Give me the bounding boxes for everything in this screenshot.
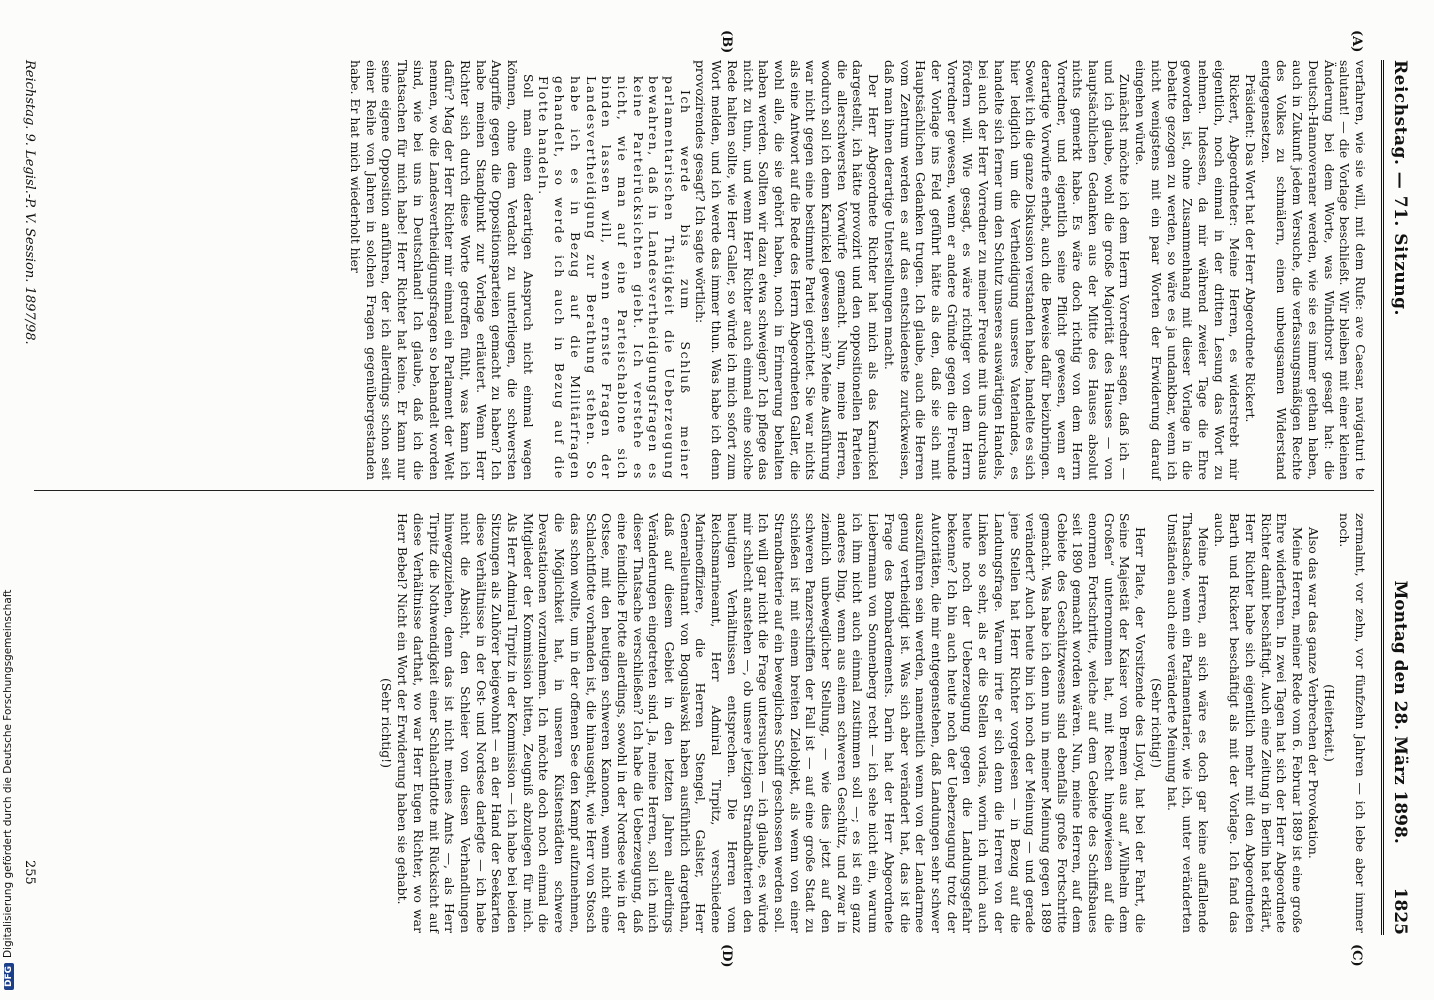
paragraph: Soll man einen derartigen Anspruch nicht einmal wagen können, ohne dem Verdacht zu unterliegen, die schwersten Angriffe gegen die Oppositionsparteien gemacht zu haben? Ich habe meinen Standpunkt zur Vorlage erläutert. Wenn Herr Richter sich durch diese Worte getroffen fühlt, was kann ich dafür? Mag der Herr Richter mir einmal ein Parlament der Welt nennen, wo die Landesvertheidigungsfragen so behandelt worden sind, wie bei uns in Deutschland! Ich glaube, daß ich die Thatsachen für mich habe! Herr Richter hat keine. Er kann nur seine eigene Opposition anführen, der ich allerdings schon seit einer Reihe von Jahren in solchen Fragen gegenübergestanden habe. Er hat mich wiederholt hier [348,60,536,480]
interjection: (Sehr richtig!) [1148,678,1164,768]
page-number: 1825 [1390,887,1410,935]
dfg-logo: DFG [4,963,14,990]
margin-mark-c: (C) [1349,944,1364,967]
paragraph: Zunächst möchte ich dem Herrn Vorredner sagen, daß ich — und ich glaube, wohl die große Majorität des Hauses — von hauptsächlichen Gedanken aus der Mitte des Hauses absolut nichts gemerkt habe. Es wäre doch richtig von dem Herrn Vorredner, und eigentlich seine Pflicht gewesen, wenn er derartige Vorwürfe erhebt, auch die Beweise dafür beizubringen. Soweit ich die ganze Diskussion verstanden habe, handelte es sich hier lediglich um die Vertheidigung unseres Vaterlandes, es handelte sich ferner um den Schutz unseres auswärtigen Handels, bei auch der Herr Vorredner zu meiner Freude mit uns durchaus fördern will. Wie gesagt, es wäre richtiger von dem Herrn Vorredner gewesen, wenn er andere Gründe gegen die Freunde der Vorlage ins Feld geführt hätte als den, daß sie sich mit Hauptsächlichen Gedanken trugen. Ich glaube, auch die Herren vom Zentrum werden es auf das entschiedenste zurückweisen, daß man ihnen derartige Unterstellungen macht. [881,60,1133,481]
paragraph: Der Herr Abgeordnete Richter hat mich als das Karnickel dargestellt, ich hätte provozirt und den oppositionellen Parteien die allerschwersten Vorwürfe gemacht. Nun, meine Herren, wodurch soll ich denn Karnickel gewesen sein? Meine Ausführung war nicht gegen eine bestimmte Partei gerichtet. Sie war nichts als eine Antwort auf die Rede des Herrn Abgeordneten Galler, die wohl alle, die sie gehört haben, noch in Erinnerung behalten haben werden. Sollten wir dazu etwa schweigen? Ich pflege das nicht zu thun, und wenn Herr Richter auch einmal eine solche Rede halten sollte, wie Herr Galler, so würde ich mich sofort zum Wort melden, und ich werde das immer thun. Was habe ich denn provozirendes gesagt? Ich sagte wörtlich: [693,60,882,480]
paragraph: zermalmt, vor zehn, vor fünfzehn Jahren — ich lebe aber immer noch. [1337,513,1368,933]
footer-session: Reichstag. 9. Legisl.-P. V. Session. 1897/98. [22,60,37,345]
margin-mark-b: (B) [719,30,734,54]
margin-mark-d: (D) [719,944,734,968]
paragraph: verfahren, wie sie will, mit dem Rufe: ave Caesar, navigaturi te salutant! — die Vorlage beschließt. Wir bleiben mit einer kleinen Änderung bei dem Worte, was Windthorst gesagt hat: die Deutsch-Hannoveraner werden, wie sie es immer gethan haben, auch in Zukunft jedem Versuche, die verfassungsmäßigen Rechte des Volkes zu schmälern, einen unbeugsamen Widerstand entgegensetzen. [1258,60,1368,480]
header-date [1390,580,1410,935]
paragraph: Meine Herren, meiner Rede vom 6. Februar 1889 ist eine große Ehre widerfahren. In zwei Tagen hat sich der Herr Abgeordnete Richter damit beschäftigt. Auch eine Zeitung in Berlin hat erklärt, Herr Richter habe sich eigentlich mehr mit den Abgeordneten Barth und Rickert beschäftigt als mit der Vorlage. Ich fand das auch. [1211,513,1306,933]
margin-mark-a: (A) [1349,30,1364,53]
header-date-text: Montag den 28. März 1898. [1390,580,1410,844]
imprint-text: Digitalisierung gefördert durch die Deutsche Forschungsgemeinschaft [2,589,14,958]
paragraph: Also das war das ganze Verbrechen der Provokation. [1305,527,1321,859]
paragraph: Herr Plate, der Vorsitzende des Lloyd, hat bei der Fahrt, die Seine Majestät der Kaiser von Bremen aus auf „Wilhelm dem Großen“ unternommen hat, mit Recht hingewiesen auf die enormen Fortschritte, welche auf dem Gebiete des Schiffsbaues seit 1890 gemacht worden wären. Nun, meine Herren, auf dem Gebiete des Geschützwesens sind ebenfalls große Fortschritte gemacht. Was habe ich denn nun in meiner Meinung gegen 1889 verändert? Auch heute bin ich noch der Meinung — und gerade jene Stellen hat Herr Richter vorgelesen — in Bezug auf die Landungsfrage. Warum irrte er sich denn die Herren von der Linken so sehr, als er die Stellen vorlas, worin ich mich auch heute noch der Ueberzeugung gegen die Landungsgefahr bekenne? Ich bin auch heute noch der Ueberzeugung trotz der Autoritäten, die mir entgegenstehen, daß Landungen sehr schwer auszuführen sein werden, namentlich wenn von der Landarmee genug vertheidigt ist. Was sich aber verändert hat, das ist die Frage des Bombardements. Darin hat der Herr Abgeordnete Liebermann von Sonnenberg recht — ich sehe nicht ein, warum ich ihm nicht auch einmal zustimmen soll —; es ist ein ganz anderes Ding, wenn aus einem schweren Geschütz, und zwar in ziemlich unbeweglicher Stellung, — wie dies jetzt auf den schweren Panzerschiffen der Fall ist — auf eine große Stadt zu schießen ist mit einem breiten Zielobjekt, als wenn von einer Strandbatterie auf ein bewegliches Schiff geschossen werden soll. Ich will gar nicht die Frage untersuchen — ich glaube, es würde mir schlecht anstehen —, ob unsere jetzigen Strandbatterien den heutigen Verhältnissen entsprechen. Die Herren vom Reichsmarineamt, Herr Admiral Tirpitz, verschiedene Marineoffiziere, die Herren Stengel, Galster, Herr Generalleutnant von Boguslawski haben ausführlich dargethan, daß auf diesem Gebiet in den letzten Jahren allerdings Veränderungen eingetreten sind. Ja, meine Herren, soll ich mich dieser Thatsache verschließen? Ich habe die Ueberzeugung, daß eine feindliche Flotte allerdings, sowohl in der Nordsee wie in der Ostsee, mit den heutigen schweren Kanonen, wenn nicht eine Schlachtflotte vorhanden ist, die hinausgeht, wie Herr von Stosch das schon wollte, um in der offenen See den Kampf aufzunehmen, die Möglichkeit hat, in unseren Küstenstädten schwere Devastationen vorzunehmen. Ich möchte doch noch einmal die Mitglieder der Kommission bitten, Zeugniß abzulegen für mich. Als Herr Admiral Tirpitz in der Kommission — ich habe bei beiden Sitzungen als Zuhörer beigewohnt — an der Hand der Seekarten diese Verhältnisse in der Ost- und Nordsee darlegte — ich habe nicht die Absicht, den Schleier von diesen Verhandlungen hinwegzuziehen, denn das ist nicht meines Amts —, als Herr Tirpitz die Nothwendigkeit einer Schlachtflotte mit Rücksicht auf diese Verhältnisse darthat, wo war Herr Eugen Richter, wo war Herr Bebel? Nicht ein Wort der Erwiderung haben sie gehabt. [395,513,1149,933]
digitization-imprint [2,590,18,990]
interjection: (Sehr richtig!) [379,678,395,768]
header-rule [1381,60,1384,935]
page-header [1382,60,1420,935]
paragraph: Präsident: Das Wort hat der Herr Abgeordnete Rickert. [1243,74,1259,423]
paragraph: Rickert, Abgeordneter: Meine Herren, es widerstrebt mir eigentlich, noch einmal in der dritten Lesung das Wort zu nehmen. Indessen, da mir während zweier Tage die Ehre geworden ist, ohne Zusammenhang mit dieser Vorlage in die Debatte gezogen zu werden, so wäre es ja undankbar, wenn ich nicht wenigstens mit ein paar Worten der Erwiderung darauf eingehen würde. [1133,60,1243,480]
left-column [347,60,1368,480]
header-title: Reichstag. — 71. Sitzung. [1390,60,1410,316]
footer-page: 255 [22,860,37,885]
paragraph: Meine Herren, an sich wäre es doch gar keine auffallende Thatsache, wenn ein Parlamentarier, wie ich, unter veränderten Umständen auch eine veränderte Meinung hat. [1164,513,1211,933]
right-column [379,513,1368,933]
column-divider [34,490,1374,491]
quotation: Ich werde bis zum Schluß meiner parlamentarischen Thätigkeit die Ueberzeugung bewahren, daß in Landesvertheidigungsfragen es keine Parteirücksichten giebt. Ich verstehe es nicht, wie man auf eine Parteischablone sich binden lassen will, wenn ernste Fragen der Landesvertheidigung zur Berathung stehen. So habe ich es in Bezug auf die Militärfragen gehandelt, so werde ich auch in Bezug auf die Flotte handeln. [536,76,693,480]
interjection: (Heiterkeit.) [1321,684,1337,762]
